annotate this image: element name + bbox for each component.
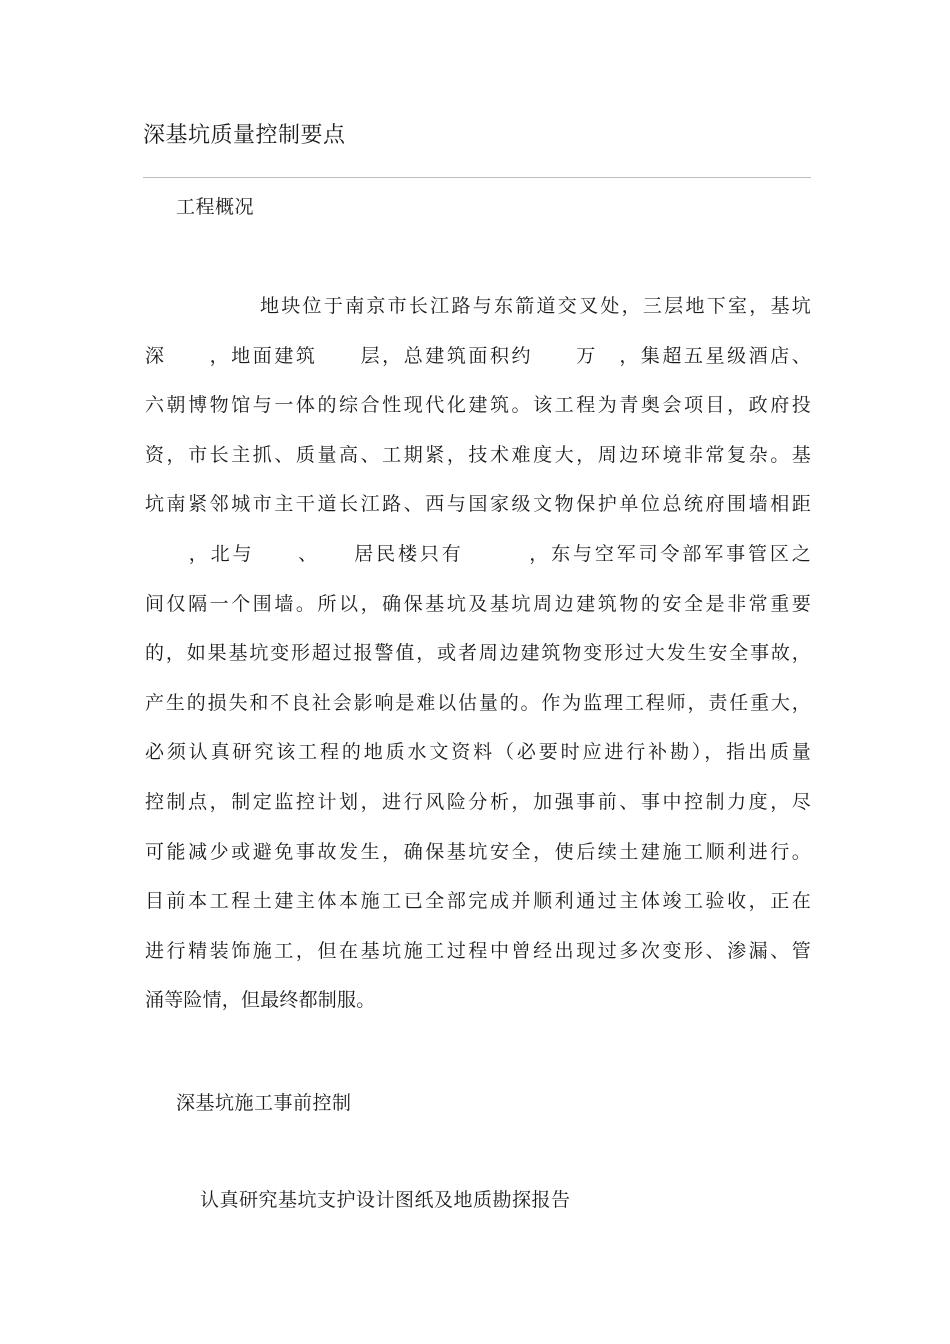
paragraph-line: 深 ，地面建筑 层，总建筑面积约 万 ，集超五星级酒店、 (145, 344, 811, 367)
paragraph-line: 的，如果基坑变形超过报警值，或者周边建筑物变形过大发生安全事故， (145, 642, 811, 665)
paragraph-line: 目前本工程土建主体本施工已全部完成并顺利通过主体竣工验收，正在 (145, 890, 811, 913)
section-heading-overview: 工程概况 (176, 196, 255, 218)
paragraph-line: 必须认真研究该工程的地质水文资料（必要时应进行补勘），指出质量 (145, 741, 811, 764)
paragraph-line: 涌等险情，但最终都制服。 (145, 989, 376, 1012)
paragraph-line: ，北与 、 居民楼只有 ，东与空军司令部军事管区之 (145, 542, 811, 565)
paragraph-line: 产生的损失和不良社会影响是难以估量的。作为监理工程师，责任重大， (145, 691, 811, 714)
paragraph-line: 可能减少或避免事故发生，确保基坑安全，使后续土建施工顺利进行。 (145, 840, 811, 863)
paragraph-line: 进行精装饰施工，但在基坑施工过程中曾经出现过多次变形、渗漏、管 (145, 939, 811, 962)
paragraph-line: 坑南紧邻城市主干道长江路、西与国家级文物保护单位总统府围墙相距 (145, 493, 811, 516)
subsection-heading-design-review: 认真研究基坑支护设计图纸及地质勘探报告 (200, 1189, 571, 1211)
paragraph-line: 资，市长主抓、质量高、工期紧，技术难度大，周边环境非常复杂。基 (145, 443, 811, 466)
paragraph-line: 间仅隔一个围墙。所以，确保基坑及基坑周边建筑物的安全是非常重要 (145, 592, 811, 615)
paragraph-line: 地块位于南京市长江路与东箭道交叉处，三层地下室，基坑 (260, 295, 811, 317)
title-divider (143, 177, 811, 178)
section-heading-pre-control: 深基坑施工事前控制 (176, 1092, 352, 1114)
overview-paragraph (145, 288, 811, 1032)
paragraph-line: 六朝博物馆与一体的综合性现代化建筑。该工程为青奥会项目，政府投 (145, 394, 811, 417)
paragraph-line: 控制点，制定监控计划，进行风险分析，加强事前、事中控制力度，尽 (145, 790, 811, 813)
document-title: 深基坑质量控制要点 (143, 123, 346, 148)
